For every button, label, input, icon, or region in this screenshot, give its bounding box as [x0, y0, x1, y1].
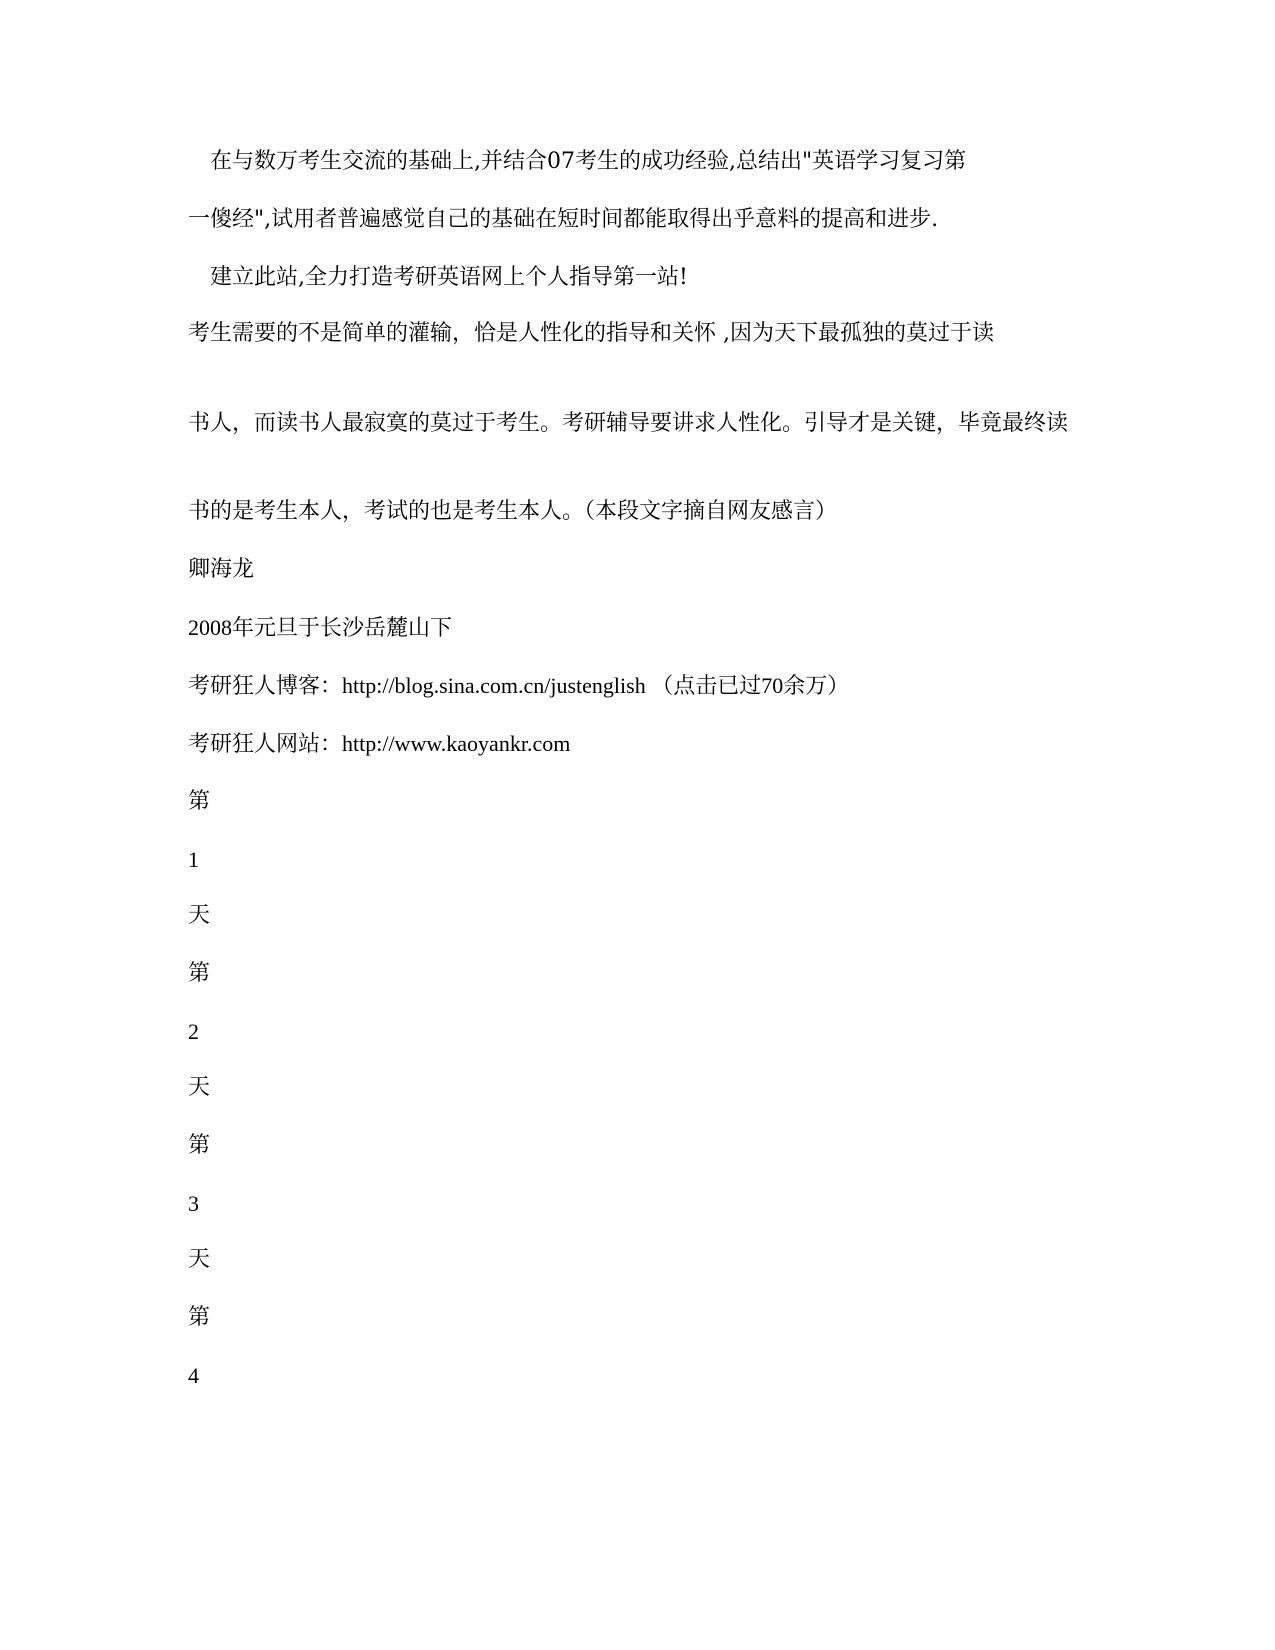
site-slogan: 建立此站,全力打造考研英语网上个人指导第一站!	[188, 265, 688, 290]
day-list-item: 天	[188, 903, 211, 928]
intro-paragraph-line-2: 一傻经",试用者普遍感觉自己的基础在短时间都能取得出乎意料的提高和进步.	[188, 207, 939, 232]
date-location: 2008年元旦于长沙岳麓山下	[188, 615, 453, 640]
day-list-item: 第	[188, 1305, 211, 1330]
quote-paragraph-1: 考生需要的不是简单的灌输，恰是人性化的指导和关怀 ,因为天下最孤独的莫过于读	[188, 321, 994, 346]
quote-paragraph-2: 书人，而读书人最寂寞的莫过于考生。考研辅导要讲求人性化。引导才是关键，毕竟最终读	[188, 411, 1069, 436]
day-list-item: 4	[188, 1363, 199, 1388]
quote-paragraph-3: 书的是考生本人，考试的也是考生本人。（本段文字摘自网友感言）	[188, 499, 838, 524]
author-name: 卿海龙	[188, 557, 255, 582]
website-link: 考研狂人网站：http://www.kaoyankr.com	[188, 731, 571, 756]
day-list-item: 天	[188, 1075, 211, 1100]
day-list-item: 第	[188, 1133, 211, 1158]
blog-link: 考研狂人博客：http://blog.sina.com.cn/justenglish （点击已过70余万）	[188, 673, 850, 698]
day-list-item: 1	[188, 847, 199, 872]
day-list-item: 第	[188, 789, 211, 814]
day-list-item: 天	[188, 1247, 211, 1272]
day-list-item: 第	[188, 961, 211, 986]
intro-paragraph-line-1: 在与数万考生交流的基础上,并结合07考生的成功经验,总结出"英语学习复习第	[188, 149, 967, 174]
day-list-item: 3	[188, 1191, 199, 1216]
day-list-item: 2	[188, 1019, 199, 1044]
